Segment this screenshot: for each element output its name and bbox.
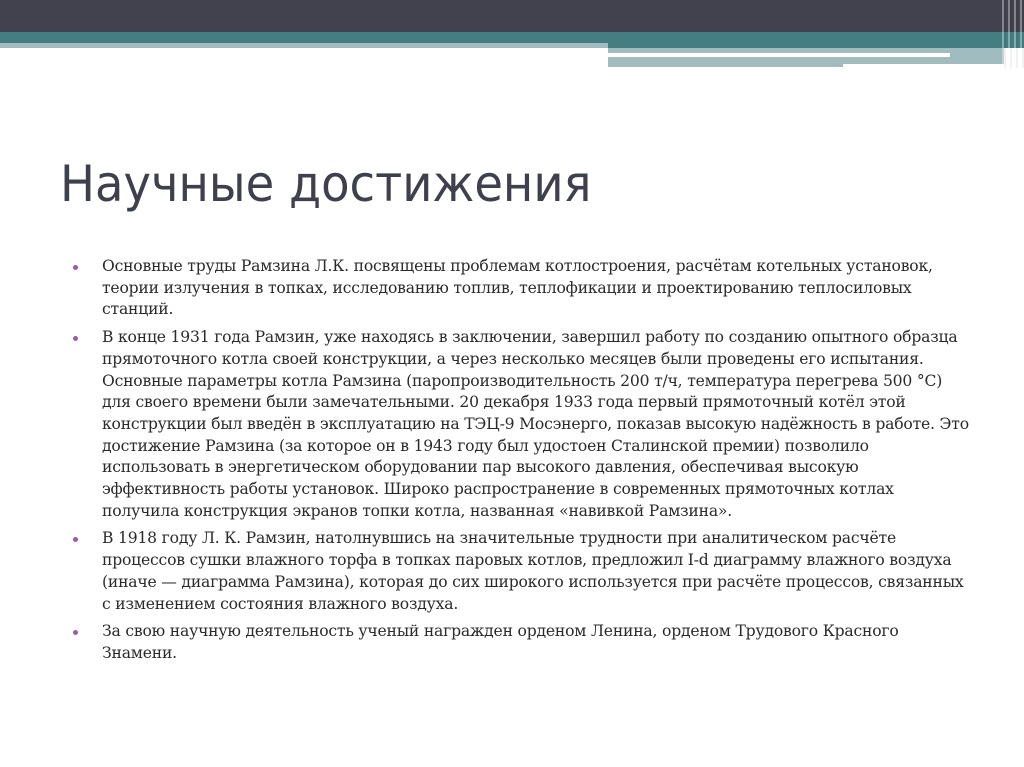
list-item [70, 528, 970, 615]
header-white-line [608, 53, 950, 57]
list-item [70, 327, 970, 522]
list-item-text: В конце 1931 года Рамзин, уже находясь в заключении, завершил работу по созданию опытного образца прямоточного котла своей конструкции, а через несколько месяцев были проведены его испытания. Основные параметры котла Рамзина (паропроизводительность 200 т/ч, температура перегрева 500 °C) для своего времени были замечательными. 20 декабря 1933 года первый прямоточный котёл этой конструкции был введён в эксплуатацию на ТЭЦ-9 Мосэнерго, показав высокую надёжность в работе. Это достижение Рамзина (за которое он в 1943 году был удостоен Сталинской премии) позволило использовать в энергетическом оборудовании пар высокого давления, обеспечивая высокую эффективность работы установок. Широко распространение в современных прямоточных котлах получила конструкция экранов топки котла, названная «навивкой Рамзина». [102, 328, 969, 520]
header-vertical-stripes [1000, 0, 1024, 68]
header-light-strip-left [0, 43, 608, 48]
slide-title: Научные достижения [60, 155, 592, 213]
bullet-dot-icon [73, 336, 78, 341]
list-item-text: Основные труды Рамзина Л.К. посвящены проблемам котлостроения, расчётам котельных установок, теории излучения в топках, исследованию топлив, теплофикации и проектированию теплосиловых станций. [102, 257, 933, 319]
bullet-list [70, 256, 970, 671]
list-item-text: В 1918 году Л. К. Рамзин, натолнувшись на значительные трудности при аналитическом расчёте процессов сушки влажного торфа в топках паровых котлов, предложил I-d диаграмму влажного воздуха (иначе — диаграмма Рамзина), которая до сих широкого используется при расчёте процессов, связанных с изменением состояния влажного воздуха. [102, 529, 964, 613]
header-white-corner [843, 64, 1024, 68]
bullet-dot-icon [73, 537, 78, 542]
header-dark-band [0, 0, 1024, 32]
bullet-dot-icon [73, 265, 78, 270]
list-item [70, 256, 970, 321]
bullet-dot-icon [73, 630, 78, 635]
list-item [70, 621, 970, 664]
list-item-text: За свою научную деятельность ученый награжден орденом Ленина, орденом Трудового Красного Знамени. [102, 622, 899, 662]
